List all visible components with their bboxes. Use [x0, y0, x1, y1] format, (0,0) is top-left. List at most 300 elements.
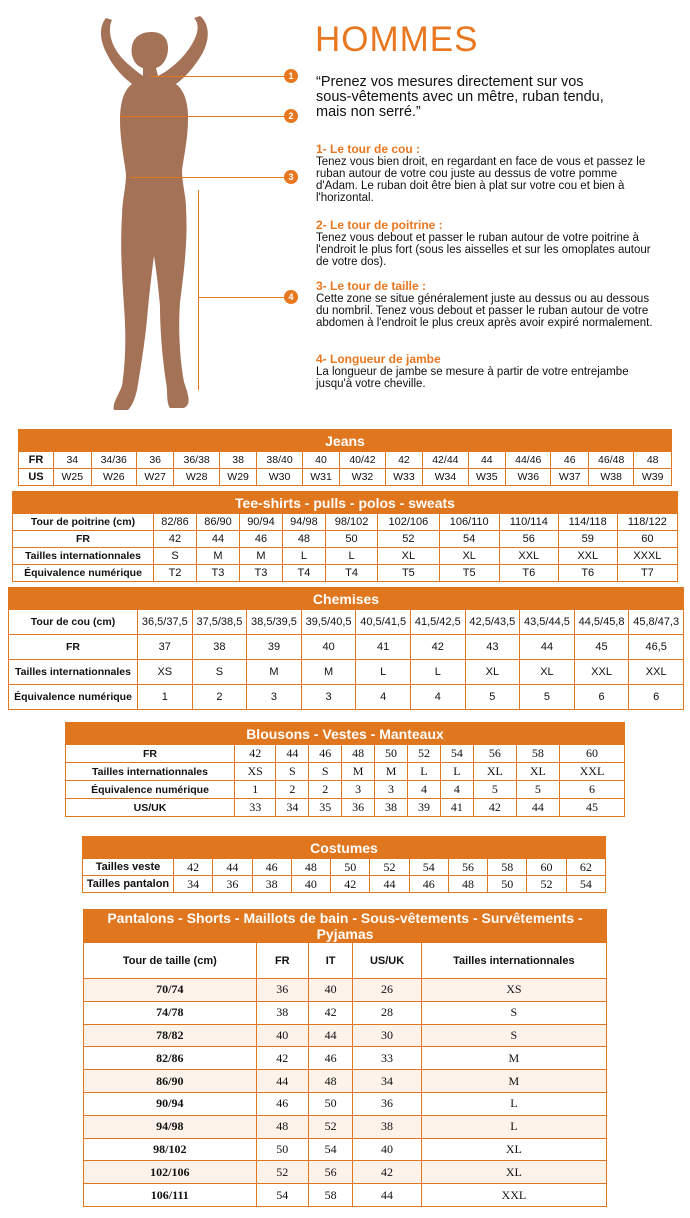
chemises-cell: 38 — [192, 635, 247, 660]
costumes-table-title: Costumes — [83, 837, 606, 859]
chemises-row — [9, 610, 684, 635]
chemises-cell: 45,8/47,3 — [629, 610, 684, 635]
chemises-cell: M — [247, 660, 302, 685]
pantalons-cell: S — [421, 1024, 606, 1047]
tees-cell: 44 — [196, 531, 239, 548]
blousons-cell: M — [375, 763, 408, 781]
chemises-cell: XL — [465, 660, 520, 685]
tees-cell: 42 — [154, 531, 197, 548]
blousons-row — [66, 763, 625, 781]
blousons-cell: M — [342, 763, 375, 781]
blousons-cell: 48 — [342, 745, 375, 763]
costumes-cell: 46 — [252, 859, 291, 876]
jeans-cell: 42/44 — [423, 452, 468, 469]
pantalons-column-header: Tailles internationnales — [421, 943, 606, 979]
costumes-cell: 40 — [291, 876, 330, 893]
jeans-cell: 46/48 — [589, 452, 634, 469]
step-1-heading: 1- Le tour de cou : — [316, 142, 421, 156]
costumes-cell: 42 — [174, 859, 213, 876]
marker-1: 1 — [284, 69, 298, 83]
costumes-table — [82, 836, 606, 893]
pantalons-row-label: 106/111 — [84, 1184, 257, 1207]
blousons-row-label: US/UK — [66, 799, 235, 817]
chemises-table-title: Chemises — [9, 588, 684, 610]
blousons-cell: XL — [516, 763, 559, 781]
chemises-cell: M — [301, 660, 356, 685]
tees-cell: 90/94 — [239, 514, 282, 531]
tees-cell: XXL — [558, 548, 617, 565]
costumes-cell: 48 — [448, 876, 487, 893]
pantalons-row — [84, 1115, 607, 1138]
marker-line-1 — [150, 76, 286, 77]
tees-row-label: Tailles internationnales — [13, 548, 154, 565]
chemises-cell: 42 — [410, 635, 465, 660]
blousons-row — [66, 745, 625, 763]
pantalons-row-label: 70/74 — [84, 979, 257, 1002]
costumes-cell: 44 — [213, 859, 252, 876]
pantalons-column-header: FR — [256, 943, 308, 979]
jeans-cell: 36/38 — [174, 452, 219, 469]
pantalons-row — [84, 1184, 607, 1207]
page-title: HOMMES — [315, 20, 479, 59]
tees-cell: M — [239, 548, 282, 565]
tees-cell: T2 — [154, 565, 197, 582]
chemises-cell: 5 — [520, 685, 575, 710]
pantalons-table-title: Pantalons - Shorts - Maillots de bain - Sous-vêtements - Survêtements - Pyjamas — [84, 910, 607, 943]
blousons-cell: 45 — [559, 799, 624, 817]
pantalons-cell: 30 — [353, 1024, 421, 1047]
marker-2: 2 — [284, 109, 298, 123]
blousons-cell: 54 — [440, 745, 473, 763]
chemises-cell: 4 — [410, 685, 465, 710]
jeans-cell: W38 — [589, 469, 634, 486]
pantalons-cell: 56 — [308, 1161, 352, 1184]
step-3-heading: 3- Le tour de taille : — [316, 279, 427, 293]
chemises-cell: 6 — [629, 685, 684, 710]
blousons-cell: 58 — [516, 745, 559, 763]
pantalons-row — [84, 1024, 607, 1047]
step-2 — [316, 218, 656, 268]
costumes-cell: 62 — [566, 859, 605, 876]
tees-row — [13, 531, 678, 548]
jeans-cell: W31 — [302, 469, 340, 486]
chemises-cell: L — [356, 660, 411, 685]
chemises-cell: 3 — [247, 685, 302, 710]
pantalons-table — [83, 909, 607, 1207]
jeans-cell: 44 — [468, 452, 506, 469]
jeans-cell: W35 — [468, 469, 506, 486]
blousons-cell: 41 — [440, 799, 473, 817]
step-2-text: Tenez vous debout et passer le ruban autour de votre poitrine à l'endroit le plus fort (sous les aisselles et sur les omoplates autour de votre dos). — [316, 232, 651, 268]
costumes-cell: 34 — [174, 876, 213, 893]
blousons-cell: 46 — [309, 745, 342, 763]
tees-cell: 98/102 — [325, 514, 377, 531]
jeans-cell: W37 — [551, 469, 589, 486]
pantalons-cell: XL — [421, 1161, 606, 1184]
chemises-row — [9, 660, 684, 685]
blousons-row — [66, 781, 625, 799]
jeans-row — [19, 469, 672, 486]
chemises-cell: 4 — [356, 685, 411, 710]
pantalons-cell: 36 — [256, 979, 308, 1002]
costumes-cell: 54 — [409, 859, 448, 876]
chemises-cell: 2 — [192, 685, 247, 710]
pantalons-cell: 42 — [308, 1001, 352, 1024]
costumes-cell: 60 — [527, 859, 566, 876]
tees-row — [13, 548, 678, 565]
tees-row — [13, 565, 678, 582]
jeans-cell: W29 — [219, 469, 257, 486]
blousons-cell: S — [309, 763, 342, 781]
blousons-cell: 3 — [375, 781, 408, 799]
chemises-cell: 39 — [247, 635, 302, 660]
tees-cell: 82/86 — [154, 514, 197, 531]
chemises-cell: 46,5 — [629, 635, 684, 660]
step-4-text: La longueur de jambe se mesure à partir de votre entrejambe jusqu'à votre cheville. — [316, 366, 629, 390]
tees-cell: 54 — [439, 531, 499, 548]
pantalons-cell: 38 — [353, 1115, 421, 1138]
pantalons-cell: 38 — [256, 1001, 308, 1024]
pantalons-cell: 44 — [256, 1070, 308, 1093]
marker-line-2 — [120, 116, 286, 117]
tees-cell: 94/98 — [282, 514, 325, 531]
pantalons-row — [84, 979, 607, 1002]
chemises-row-label: Tailles internationnales — [9, 660, 138, 685]
chemises-row — [9, 635, 684, 660]
pantalons-cell: XS — [421, 979, 606, 1002]
chemises-cell: XXL — [574, 660, 629, 685]
jeans-row-label: FR — [19, 452, 54, 469]
tees-cell: T7 — [617, 565, 677, 582]
pantalons-row-label: 78/82 — [84, 1024, 257, 1047]
jeans-table-title: Jeans — [19, 430, 672, 452]
chemises-cell: XXL — [629, 660, 684, 685]
jeans-cell: 34/36 — [91, 452, 136, 469]
blousons-cell: 4 — [440, 781, 473, 799]
tees-cell: T4 — [325, 565, 377, 582]
costumes-cell: 58 — [488, 859, 527, 876]
tees-cell: T4 — [282, 565, 325, 582]
pantalons-row-label: 74/78 — [84, 1001, 257, 1024]
blousons-row-label: Tailles internationnales — [66, 763, 235, 781]
pantalons-row-label: 90/94 — [84, 1092, 257, 1115]
chemises-cell: 43,5/44,5 — [520, 610, 575, 635]
tees-cell: T6 — [558, 565, 617, 582]
blousons-cell: 42 — [235, 745, 276, 763]
costumes-cell: 48 — [291, 859, 330, 876]
blousons-cell: 5 — [473, 781, 516, 799]
costumes-cell: 56 — [448, 859, 487, 876]
pantalons-row — [84, 1161, 607, 1184]
pantalons-row — [84, 1001, 607, 1024]
jeans-cell: W25 — [54, 469, 92, 486]
chemises-cell: L — [410, 660, 465, 685]
chemises-row-label: Tour de cou (cm) — [9, 610, 138, 635]
blousons-row-label: FR — [66, 745, 235, 763]
blousons-cell: 5 — [516, 781, 559, 799]
costumes-cell: 46 — [409, 876, 448, 893]
jeans-cell: W32 — [340, 469, 385, 486]
pantalons-cell: 42 — [256, 1047, 308, 1070]
costumes-row — [83, 859, 606, 876]
pantalons-row — [84, 1070, 607, 1093]
chemises-cell: 5 — [465, 685, 520, 710]
tees-cell: L — [325, 548, 377, 565]
chemises-cell: 41 — [356, 635, 411, 660]
blousons-cell: 52 — [408, 745, 441, 763]
marker-line-3 — [130, 177, 286, 178]
chemises-cell: 6 — [574, 685, 629, 710]
blousons-cell: 38 — [375, 799, 408, 817]
costumes-cell: 50 — [331, 859, 370, 876]
pantalons-cell: 58 — [308, 1184, 352, 1207]
tees-cell: T5 — [378, 565, 439, 582]
pantalons-cell: L — [421, 1092, 606, 1115]
costumes-row — [83, 876, 606, 893]
pantalons-cell: 52 — [256, 1161, 308, 1184]
tees-cell: T3 — [239, 565, 282, 582]
blousons-cell: 4 — [408, 781, 441, 799]
chemises-cell: 37,5/38,5 — [192, 610, 247, 635]
chemises-cell: 42,5/43,5 — [465, 610, 520, 635]
blousons-cell: S — [276, 763, 309, 781]
chemises-cell: 38,5/39,5 — [247, 610, 302, 635]
tees-cell: 110/114 — [499, 514, 558, 531]
tees-row — [13, 514, 678, 531]
tees-cell: XXXL — [617, 548, 677, 565]
jeans-cell: 40/42 — [340, 452, 385, 469]
blousons-cell: 36 — [342, 799, 375, 817]
step-3 — [316, 279, 656, 329]
costumes-cell: 52 — [527, 876, 566, 893]
chemises-cell: 3 — [301, 685, 356, 710]
chemises-cell: 41,5/42,5 — [410, 610, 465, 635]
pantalons-cell: XXL — [421, 1184, 606, 1207]
tees-cell: 56 — [499, 531, 558, 548]
pantalons-cell: 48 — [256, 1115, 308, 1138]
jeans-cell: 38/40 — [257, 452, 302, 469]
blousons-cell: 35 — [309, 799, 342, 817]
pantalons-column-header: Tour de taille (cm) — [84, 943, 257, 979]
pantalons-cell: 26 — [353, 979, 421, 1002]
blousons-cell: 2 — [309, 781, 342, 799]
chemises-cell: 37 — [138, 635, 193, 660]
marker-3: 3 — [284, 170, 298, 184]
blousons-cell: 34 — [276, 799, 309, 817]
jeans-cell: W28 — [174, 469, 219, 486]
blousons-cell: 6 — [559, 781, 624, 799]
pantalons-cell: 44 — [353, 1184, 421, 1207]
chemises-row-label: FR — [9, 635, 138, 660]
tees-cell: 86/90 — [196, 514, 239, 531]
pantalons-cell: 34 — [353, 1070, 421, 1093]
pantalons-cell: 40 — [353, 1138, 421, 1161]
tees-row-label: Équivalence numérique — [13, 565, 154, 582]
tees-row-label: FR — [13, 531, 154, 548]
leg-length-line — [198, 190, 199, 390]
pantalons-row — [84, 1047, 607, 1070]
costumes-cell: 50 — [488, 876, 527, 893]
pantalons-row — [84, 1092, 607, 1115]
chemises-cell: S — [192, 660, 247, 685]
chemises-cell: 1 — [138, 685, 193, 710]
tees-table-title: Tee-shirts - pulls - polos - sweats — [13, 492, 678, 514]
pantalons-cell: 46 — [308, 1047, 352, 1070]
blousons-table-title: Blousons - Vestes - Manteaux — [66, 723, 625, 745]
tees-row-label: Tour de poitrine (cm) — [13, 514, 154, 531]
pantalons-cell: L — [421, 1115, 606, 1138]
pantalons-cell: 40 — [256, 1024, 308, 1047]
marker-4: 4 — [284, 290, 298, 304]
chemises-table — [8, 587, 684, 710]
pantalons-row-label: 94/98 — [84, 1115, 257, 1138]
chemises-cell: 40 — [301, 635, 356, 660]
blousons-cell: 39 — [408, 799, 441, 817]
blousons-cell: 44 — [516, 799, 559, 817]
blousons-cell: XS — [235, 763, 276, 781]
costumes-cell: 44 — [370, 876, 409, 893]
step-4-heading: 4- Longueur de jambe — [316, 352, 441, 366]
tees-table — [12, 491, 678, 582]
tees-cell: T6 — [499, 565, 558, 582]
pantalons-row-label: 102/106 — [84, 1161, 257, 1184]
jeans-cell: 40 — [302, 452, 340, 469]
jeans-cell: W34 — [423, 469, 468, 486]
pantalons-row — [84, 1138, 607, 1161]
pantalons-cell: 33 — [353, 1047, 421, 1070]
costumes-cell: 54 — [566, 876, 605, 893]
tees-cell: S — [154, 548, 197, 565]
jeans-cell: 36 — [136, 452, 174, 469]
blousons-cell: 42 — [473, 799, 516, 817]
chemises-cell: 43 — [465, 635, 520, 660]
tees-cell: XL — [439, 548, 499, 565]
chemises-cell: 40,5/41,5 — [356, 610, 411, 635]
pantalons-cell: 50 — [308, 1092, 352, 1115]
blousons-cell: 44 — [276, 745, 309, 763]
jeans-cell: 38 — [219, 452, 257, 469]
pantalons-cell: 48 — [308, 1070, 352, 1093]
blousons-row — [66, 799, 625, 817]
blousons-cell: 50 — [375, 745, 408, 763]
blousons-cell: 1 — [235, 781, 276, 799]
tees-cell: 48 — [282, 531, 325, 548]
jeans-row — [19, 452, 672, 469]
blousons-cell: XXL — [559, 763, 624, 781]
pantalons-cell: 36 — [353, 1092, 421, 1115]
jeans-cell: 44/46 — [506, 452, 551, 469]
step-1 — [316, 142, 656, 204]
blousons-cell: 3 — [342, 781, 375, 799]
step-2-heading: 2- Le tour de poitrine : — [316, 218, 443, 232]
jeans-cell: W26 — [91, 469, 136, 486]
pantalons-cell: 52 — [308, 1115, 352, 1138]
costumes-cell: 42 — [331, 876, 370, 893]
chemises-row-label: Équivalence numérique — [9, 685, 138, 710]
jeans-cell: 46 — [551, 452, 589, 469]
blousons-cell: 60 — [559, 745, 624, 763]
jeans-cell: W27 — [136, 469, 174, 486]
tees-cell: 50 — [325, 531, 377, 548]
pantalons-cell: 46 — [256, 1092, 308, 1115]
jeans-table — [18, 429, 672, 486]
pantalons-cell: 54 — [308, 1138, 352, 1161]
chemises-cell: 39,5/40,5 — [301, 610, 356, 635]
chemises-cell: 36,5/37,5 — [138, 610, 193, 635]
tees-cell: 60 — [617, 531, 677, 548]
blousons-cell: XL — [473, 763, 516, 781]
tees-cell: L — [282, 548, 325, 565]
jeans-cell: W36 — [506, 469, 551, 486]
chemises-cell: 45 — [574, 635, 629, 660]
jeans-cell: 48 — [634, 452, 672, 469]
jeans-cell: W39 — [634, 469, 672, 486]
tees-cell: 114/118 — [558, 514, 617, 531]
jeans-cell: W33 — [385, 469, 423, 486]
pantalons-cell: 50 — [256, 1138, 308, 1161]
costumes-cell: 38 — [252, 876, 291, 893]
blousons-cell: L — [408, 763, 441, 781]
pantalons-cell: 44 — [308, 1024, 352, 1047]
costumes-row-label: Tailles pantalon — [83, 876, 174, 893]
intro-quote: “Prenez vos mesures directement sur vos sous-vêtements avec un mêtre, ruban tendu, mais non serré.” — [316, 74, 604, 120]
costumes-row-label: Tailles veste — [83, 859, 174, 876]
jeans-cell: 34 — [54, 452, 92, 469]
pantalons-cell: S — [421, 1001, 606, 1024]
jeans-cell: W30 — [257, 469, 302, 486]
pantalons-cell: M — [421, 1070, 606, 1093]
step-4 — [316, 352, 656, 390]
pantalons-cell: XL — [421, 1138, 606, 1161]
pantalons-cell: 42 — [353, 1161, 421, 1184]
pantalons-cell: M — [421, 1047, 606, 1070]
pantalons-row-label: 82/86 — [84, 1047, 257, 1070]
step-3-text: Cette zone se situe généralement juste au dessus ou au dessous du nombril. Tenez vous debout et passer le ruban autour de votre abdomen à l'endroit le plus creux après avoir expiré normalement. — [316, 293, 653, 329]
tees-cell: XXL — [499, 548, 558, 565]
blousons-cell: 33 — [235, 799, 276, 817]
pantalons-row-label: 98/102 — [84, 1138, 257, 1161]
tees-cell: XL — [378, 548, 439, 565]
chemises-cell: XS — [138, 660, 193, 685]
tees-cell: M — [196, 548, 239, 565]
blousons-row-label: Équivalence numérique — [66, 781, 235, 799]
chemises-cell: 44 — [520, 635, 575, 660]
tees-cell: T5 — [439, 565, 499, 582]
step-1-text: Tenez vous bien droit, en regardant en face de vous et passez le ruban autour de votre cou juste au dessus de votre pomme d'Adam. Le ruban doit être bien à plat sur votre cou et bien à l'horizontal. — [316, 156, 646, 204]
blousons-cell: 2 — [276, 781, 309, 799]
blousons-cell: 56 — [473, 745, 516, 763]
tees-cell: 106/110 — [439, 514, 499, 531]
chemises-row — [9, 685, 684, 710]
pantalons-row-label: 86/90 — [84, 1070, 257, 1093]
pantalons-column-header: US/UK — [353, 943, 421, 979]
pantalons-cell: 28 — [353, 1001, 421, 1024]
costumes-cell: 52 — [370, 859, 409, 876]
pantalons-cell: 40 — [308, 979, 352, 1002]
blousons-table — [65, 722, 625, 817]
blousons-cell: L — [440, 763, 473, 781]
jeans-cell: 42 — [385, 452, 423, 469]
marker-line-4 — [198, 297, 286, 298]
body-figure-illustration — [80, 10, 230, 415]
jeans-row-label: US — [19, 469, 54, 486]
chemises-cell: 44,5/45,8 — [574, 610, 629, 635]
tees-cell: 118/122 — [617, 514, 677, 531]
tees-cell: 59 — [558, 531, 617, 548]
pantalons-column-header: IT — [308, 943, 352, 979]
tees-cell: 102/106 — [378, 514, 439, 531]
tees-cell: 46 — [239, 531, 282, 548]
